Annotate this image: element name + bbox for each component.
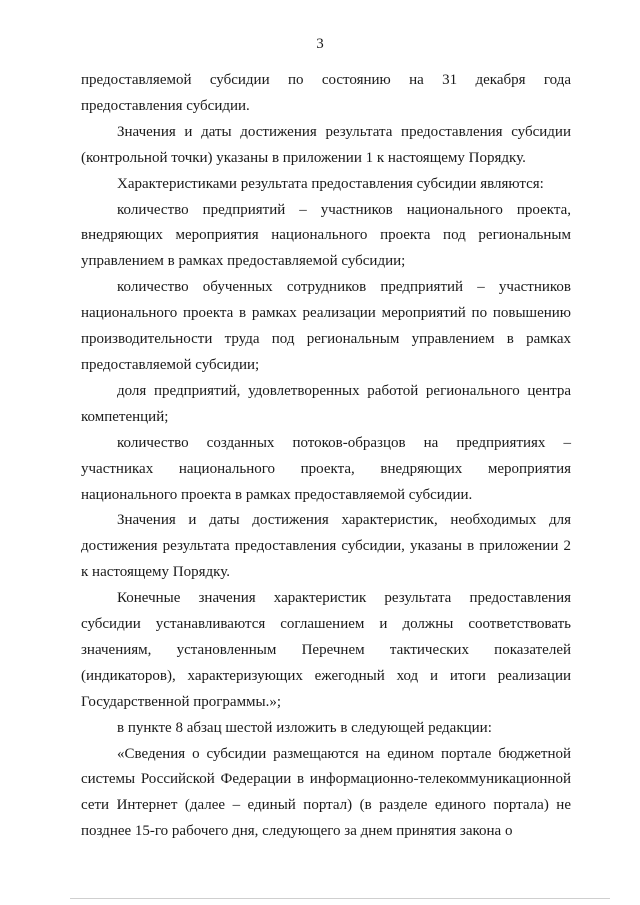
paragraph-point-8: в пункте 8 абзац шестой изложить в следующей редакции: xyxy=(117,719,492,736)
paragraph-final-values: Конечные значения характеристик результата предоставления субсидии устанавливаются соглашением и должны соответствовать значениям, установленным Перечнем тактических показателей (индикаторов), характеризующих ежегодный ход и итоги реализации Государственной программы.»; xyxy=(81,590,571,710)
paragraph-subsidy-info: «Сведения о субсидии размещаются на едином портале бюджетной системы Российской Федерации в информационно-телекоммуникационной сети Интернет (далее – единый портал) (в разделе единого портала) не позднее 15-го рабочего дня, следующего за днем принятия закона о xyxy=(81,745,571,840)
paragraph-trained-employees: количество обученных сотрудников предприятий – участников национального проекта в рамках реализации мероприятий по повышению производительности труда под региональным управлением в рамках предоставляемой субсидии; xyxy=(81,279,571,373)
paragraph-result-values: Значения и даты достижения результата предоставления субсидии (контрольной точки) указаны в приложении 1 к настоящему Порядку. xyxy=(81,123,571,166)
paragraph-continuation: предоставляемой субсидии по состоянию на 31 декабря года предоставления субсидии. xyxy=(81,72,571,114)
paragraph-characteristics-intro: Характеристиками результата предоставления субсидии являются: xyxy=(117,175,544,192)
page-number: 3 xyxy=(316,36,324,52)
paragraph-satisfied-share: доля предприятий, удовлетворенных работой регионального центра компетенций; xyxy=(81,382,571,425)
document-body xyxy=(81,68,571,845)
paragraph-characteristics-values: Значения и даты достижения характеристик, необходимых для достижения результата предоставления субсидии, указаны в приложении 2 к настоящему Порядку. xyxy=(81,512,571,581)
footer-divider xyxy=(70,898,610,899)
paragraph-enterprises-count: количество предприятий – участников национального проекта, внедряющих мероприятия национального проекта под региональным управлением в рамках предоставляемой субсидии; xyxy=(81,201,571,270)
paragraph-sample-flows: количество созданных потоков-образцов на предприятиях – участниках национального проекта, внедряющих мероприятия национального проекта в рамках предоставляемой субсидии. xyxy=(81,434,571,503)
